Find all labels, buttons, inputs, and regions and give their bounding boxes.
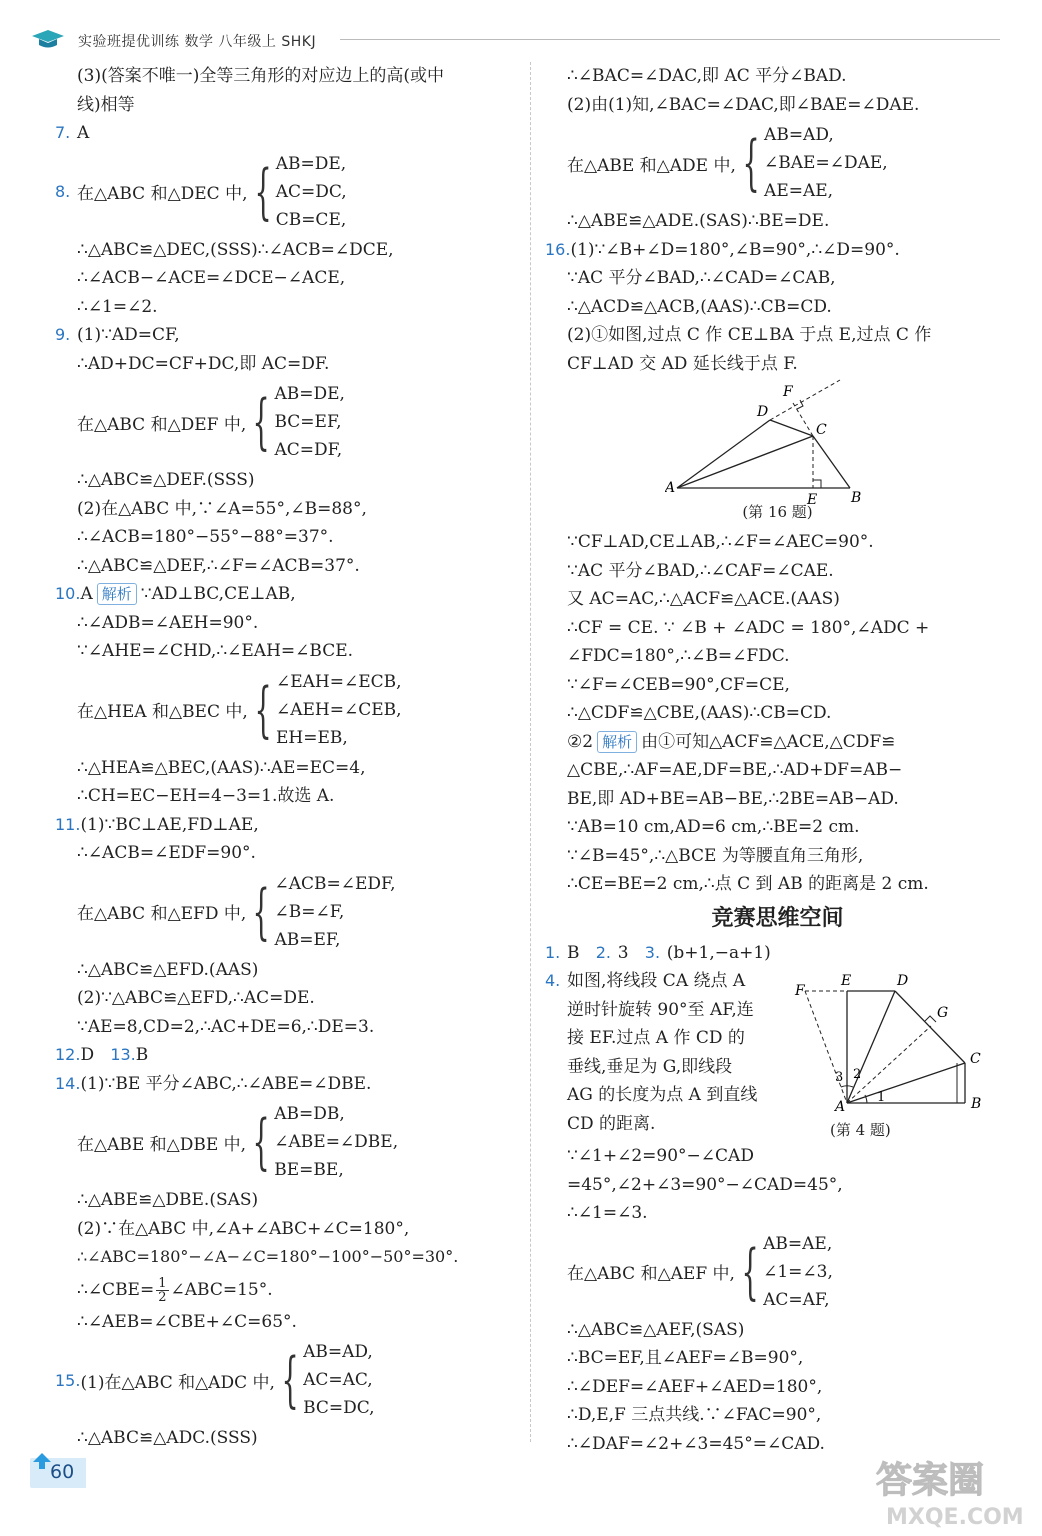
text-line: ∵AC 平分∠BAD,∴∠CAD=∠CAB,	[567, 268, 836, 288]
system-item: AB=AD,	[764, 125, 834, 145]
question-4-text	[545, 967, 775, 1138]
header-rule	[340, 39, 1000, 40]
text-line: ∴CE=BE=2 cm,∴点 C 到 AB 的距离是 2 cm.	[567, 874, 929, 894]
text-line: ∴△ABC≌△AEF,(SAS)	[567, 1319, 745, 1340]
left-brace: {	[254, 674, 272, 745]
answer: ②2	[567, 731, 594, 752]
question-number: 2.	[595, 942, 611, 962]
text-line: ∴D,E,F 三点共线.∵∠FAC=90°,	[567, 1405, 822, 1425]
system-label: 在△ABC 和△AEF 中,	[567, 1264, 735, 1284]
text-line: ∵∠1+∠2=90°−∠CAD	[567, 1146, 754, 1166]
question-number: 15.	[55, 1370, 81, 1390]
label-B: B	[851, 490, 862, 506]
text-line: ∴BC=EF,且∠AEF=∠B=90°,	[567, 1348, 804, 1368]
angle-label-3: 3	[835, 1070, 844, 1085]
fraction-half	[156, 1277, 168, 1304]
label-C: C	[816, 422, 827, 438]
system-label: (1)在△ABC 和△ADC 中,	[80, 1372, 275, 1393]
text-line: ∴∠ADB=∠AEH=90°.	[77, 612, 259, 633]
text-line: ∴∠ACB=180°−55°−88°=37°.	[77, 527, 334, 547]
system-item: AB=AE,	[763, 1233, 833, 1254]
answer: B	[567, 942, 580, 963]
column-divider	[530, 62, 531, 1442]
text-line: CD 的距离.	[567, 1113, 656, 1134]
text-line: 如图,将线段 CA 绕点 A	[567, 971, 746, 991]
text-line: ∴△HEA≌△BEC,(AAS)∴AE=EC=4,	[77, 757, 366, 778]
figure-16	[545, 378, 1010, 528]
system-item: AB=DE,	[275, 153, 347, 174]
system-item: AC=AC,	[303, 1370, 373, 1390]
equation-system	[55, 1100, 525, 1184]
fraction-numerator: 1	[158, 1275, 167, 1291]
equation-system	[545, 121, 1010, 205]
text-line: BE,即 AD+BE=AB−BE,∴2BE=AB−AD.	[567, 788, 899, 809]
text-line: ∴△ABC≌△EFD.(AAS)	[77, 959, 259, 980]
question-number: 4.	[545, 971, 561, 990]
system-item: ∠AEH=∠CEB,	[275, 699, 402, 720]
label-D: D	[757, 404, 769, 420]
watermark-text: 答案圈	[876, 1460, 985, 1501]
text-line: ∴∠1=∠2.	[77, 296, 158, 317]
system-item: AB=EF,	[274, 929, 341, 950]
left-brace: {	[254, 156, 272, 227]
label-E: E	[807, 492, 818, 508]
label-A: A	[835, 1099, 846, 1113]
question-number: 11.	[55, 814, 81, 834]
text-line: ∵∠AHE=∠CHD,∴∠EAH=∠BCE.	[77, 641, 354, 661]
system-item: BC=DC,	[303, 1398, 375, 1418]
system-item: AC=DF,	[274, 440, 343, 460]
text-line: ∴∠1=∠3.	[567, 1203, 648, 1223]
text-line: (1)∵∠B+∠D=180°,∠B=90°,∴∠D=90°.	[570, 239, 900, 260]
system-item: AB=DE,	[274, 384, 345, 404]
question-number: 16.	[545, 239, 571, 259]
system-item: AC=DC,	[275, 181, 347, 202]
answer: B	[135, 1045, 149, 1065]
label-A: A	[665, 480, 676, 496]
system-label: 在△HEA 和△BEC 中,	[77, 702, 248, 722]
text-line: ∴△ABE≌△DBE.(SAS)	[77, 1190, 259, 1210]
text-line: ∵∠F=∠CEB=90°,CF=CE,	[567, 674, 790, 695]
text-line: ∴∠DAF=∠2+∠3=45°=∠CAD.	[567, 1433, 825, 1454]
equation-system	[55, 380, 525, 464]
text-line: =45°,∠2+∠3=90°−∠CAD=45°,	[567, 1174, 843, 1195]
text-line: ∴∠ACB=∠EDF=90°.	[77, 843, 256, 863]
system-item: ∠EAH=∠ECB,	[275, 671, 402, 692]
text-line: ∴∠AEB=∠CBE+∠C=65°.	[77, 1311, 297, 1332]
system-label: 在△ABE 和△DBE 中,	[77, 1134, 247, 1155]
text-line: AG 的长度为点 A 到直线	[567, 1085, 758, 1105]
question-number: 1.	[545, 942, 561, 962]
system-item: AB=DB,	[274, 1104, 345, 1124]
system-item: AB=AD,	[303, 1342, 373, 1362]
system-item: ∠B=∠F,	[274, 901, 345, 922]
question-number: 14.	[55, 1073, 81, 1093]
page-number: 60	[50, 1461, 75, 1483]
section-title: 竞赛思维空间	[711, 905, 844, 931]
text-line: ∴∠ABC=180°−∠A−∠C=180°−100°−50°=30°.	[77, 1247, 459, 1266]
text-line: (1)∵AD=CF,	[77, 325, 180, 345]
system-item: AC=AF,	[763, 1289, 830, 1310]
text-line: ∴∠BAC=∠DAC,即 AC 平分∠BAD.	[567, 66, 847, 86]
text-line: CF⊥AD 交 AD 延长线于点 F.	[567, 353, 798, 374]
text-line: 线)相等	[77, 94, 135, 115]
left-column	[55, 62, 525, 1453]
question-number: 10.	[55, 584, 81, 603]
question-4-block	[545, 967, 1010, 1142]
watermark-url: MXQE.COM	[886, 1505, 1024, 1530]
text-fragment: ∠ABC=15°.	[170, 1279, 273, 1300]
figure-caption: (第 16 题)	[742, 503, 813, 521]
text-line: (1)∵BE 平分∠ABC,∴∠ABE=∠DBE.	[80, 1073, 372, 1094]
label-C: C	[970, 1051, 981, 1067]
answer: A	[77, 123, 90, 143]
system-item: ∠ACB=∠EDF,	[274, 873, 396, 894]
answer: D	[80, 1045, 95, 1065]
analysis-tag: 解析	[597, 731, 637, 753]
text-line: ∴△ABC≌△ADC.(SSS)	[77, 1428, 258, 1448]
figure-caption: (第 4 题)	[830, 1121, 891, 1139]
text-line: 垂线,垂足为 G,即线段	[567, 1056, 733, 1077]
system-label: 在△ABE 和△ADE 中,	[567, 155, 736, 176]
text-line: (1)∵BC⊥AE,FD⊥AE,	[80, 814, 259, 835]
equation-system	[545, 1230, 1010, 1314]
fraction-denominator: 2	[158, 1289, 167, 1305]
page-header	[30, 28, 1000, 52]
text-line: 由①可知△ACF≌△ACE,△CDF≌	[641, 731, 896, 752]
graduation-cap-icon	[30, 28, 66, 50]
question-number: 3.	[644, 942, 661, 962]
arrow-up-icon	[32, 1452, 52, 1470]
answer: 3	[617, 942, 629, 963]
left-brace: {	[281, 1345, 299, 1415]
text-line: ∴△ABC≌△DEF.(SSS)	[77, 470, 255, 490]
question-number: 13.	[110, 1045, 136, 1064]
text-line: ∴CH=EC−EH=4−3=1.故选 A.	[77, 786, 335, 806]
text-line: ∵AB=10 cm,AD=6 cm,∴BE=2 cm.	[567, 817, 860, 837]
text-line: ∴∠DEF=∠AEF+∠AED=180°,	[567, 1376, 823, 1397]
text-line: ∴△ABE≌△ADE.(SAS)∴BE=DE.	[567, 211, 830, 231]
left-brace: {	[742, 128, 760, 198]
label-D: D	[897, 973, 909, 989]
figure-4-diagram	[785, 963, 995, 1113]
text-fragment: ∴∠CBE=	[77, 1279, 155, 1300]
angle-label-1: 1	[877, 1090, 886, 1105]
label-B: B	[971, 1096, 982, 1112]
label-F: F	[783, 384, 793, 400]
text-line: ∠FDC=180°,∴∠B=∠FDC.	[567, 646, 790, 666]
system-item: CB=CE,	[275, 209, 347, 230]
label-G: G	[937, 1005, 949, 1021]
text-line: ∴CF = CE. ∵ ∠B + ∠ADC = 180°,∠ADC +	[567, 617, 930, 638]
question-number: 12.	[55, 1045, 81, 1064]
left-brace: {	[252, 876, 270, 947]
label-E: E	[841, 973, 852, 989]
question-number: 9.	[55, 325, 71, 344]
left-brace: {	[741, 1236, 759, 1307]
system-item: BC=EF,	[274, 412, 342, 432]
equation-system	[55, 668, 525, 752]
text-line: (2)①如图,过点 C 作 CE⊥BA 于点 E,过点 C 作	[567, 325, 932, 345]
text-line: (2)∵△ABC≌△EFD,∴AC=DE.	[77, 988, 315, 1008]
text-line: △CBE,∴AF=AE,DF=BE,∴AD+DF=AB−	[567, 760, 903, 780]
right-column	[545, 62, 1010, 1458]
text-line: (2)∵在△ABC 中,∠A+∠ABC+∠C=180°,	[77, 1218, 410, 1239]
left-brace: {	[252, 1107, 270, 1177]
answer: A	[80, 584, 93, 604]
text-line: ∵AE=8,CD=2,∴AC+DE=6,∴DE=3.	[77, 1016, 375, 1037]
text-line: ∴△CDF≌△CBE,(AAS)∴CB=CD.	[567, 703, 832, 723]
answer: (b+1,−a+1)	[666, 942, 771, 963]
system-item: BE=BE,	[274, 1160, 344, 1180]
text-line: ∴∠ACB−∠ACE=∠DCE−∠ACE,	[77, 268, 346, 288]
text-line: ∴AD+DC=CF+DC,即 AC=DF.	[77, 353, 330, 374]
text-line: ∵AD⊥BC,CE⊥AB,	[140, 584, 296, 604]
equation-system	[55, 150, 525, 234]
watermark-logo	[868, 1450, 1028, 1530]
system-item: EH=EB,	[275, 727, 348, 748]
figure-16-diagram	[665, 378, 865, 508]
equation-system	[55, 870, 525, 954]
label-F: F	[795, 983, 805, 999]
text-line: ∴△ABC≌△DEF,∴∠F=∠ACB=37°.	[77, 555, 360, 576]
question-number: 7.	[55, 123, 71, 142]
text-line: 逆时针旋转 90°至 AF,连	[567, 999, 754, 1020]
system-item: ∠1=∠3,	[763, 1261, 833, 1282]
angle-label-2: 2	[853, 1067, 862, 1082]
system-label: 在△ABC 和△EFD 中,	[77, 904, 247, 924]
text-line: (3)(答案不唯一)全等三角形的对应边上的高(或中	[77, 66, 444, 86]
system-item: ∠ABE=∠DBE,	[274, 1132, 399, 1152]
text-line: ∴△ACD≌△ACB,(AAS)∴CB=CD.	[567, 296, 832, 317]
text-line: 又 AC=AC,∴△ACF≌△ACE.(AAS)	[567, 589, 840, 609]
system-label: 在△ABC 和△DEF 中,	[77, 414, 247, 435]
question-number: 8.	[55, 182, 71, 201]
text-line: ∵AC 平分∠BAD,∴∠CAF=∠CAE.	[567, 560, 834, 581]
system-item: ∠BAE=∠DAE,	[764, 153, 888, 173]
equation-system	[55, 1338, 525, 1422]
text-line: (2)在△ABC 中,∵∠A=55°,∠B=88°,	[77, 498, 367, 519]
fraction-line	[55, 1272, 525, 1308]
text-line: (2)由(1)知,∠BAC=∠DAC,即∠BAE=∠DAE.	[567, 94, 920, 115]
left-brace: {	[252, 387, 270, 457]
text-line: ∵CF⊥AD,CE⊥AB,∴∠F=∠AEC=90°.	[567, 532, 874, 552]
text-line: ∵∠B=45°,∴△BCE 为等腰直角三角形,	[567, 845, 864, 866]
header-title: 实验班提优训练 数学 八年级上 SHKJ	[78, 34, 317, 50]
system-item: AE=AE,	[764, 181, 834, 201]
text-line: 接 EF.过点 A 作 CD 的	[567, 1028, 745, 1048]
system-label: 在△ABC 和△DEC 中,	[77, 184, 248, 204]
text-line: ∴△ABC≌△DEC,(SSS)∴∠ACB=∠DCE,	[77, 239, 394, 260]
analysis-tag: 解析	[97, 583, 137, 605]
